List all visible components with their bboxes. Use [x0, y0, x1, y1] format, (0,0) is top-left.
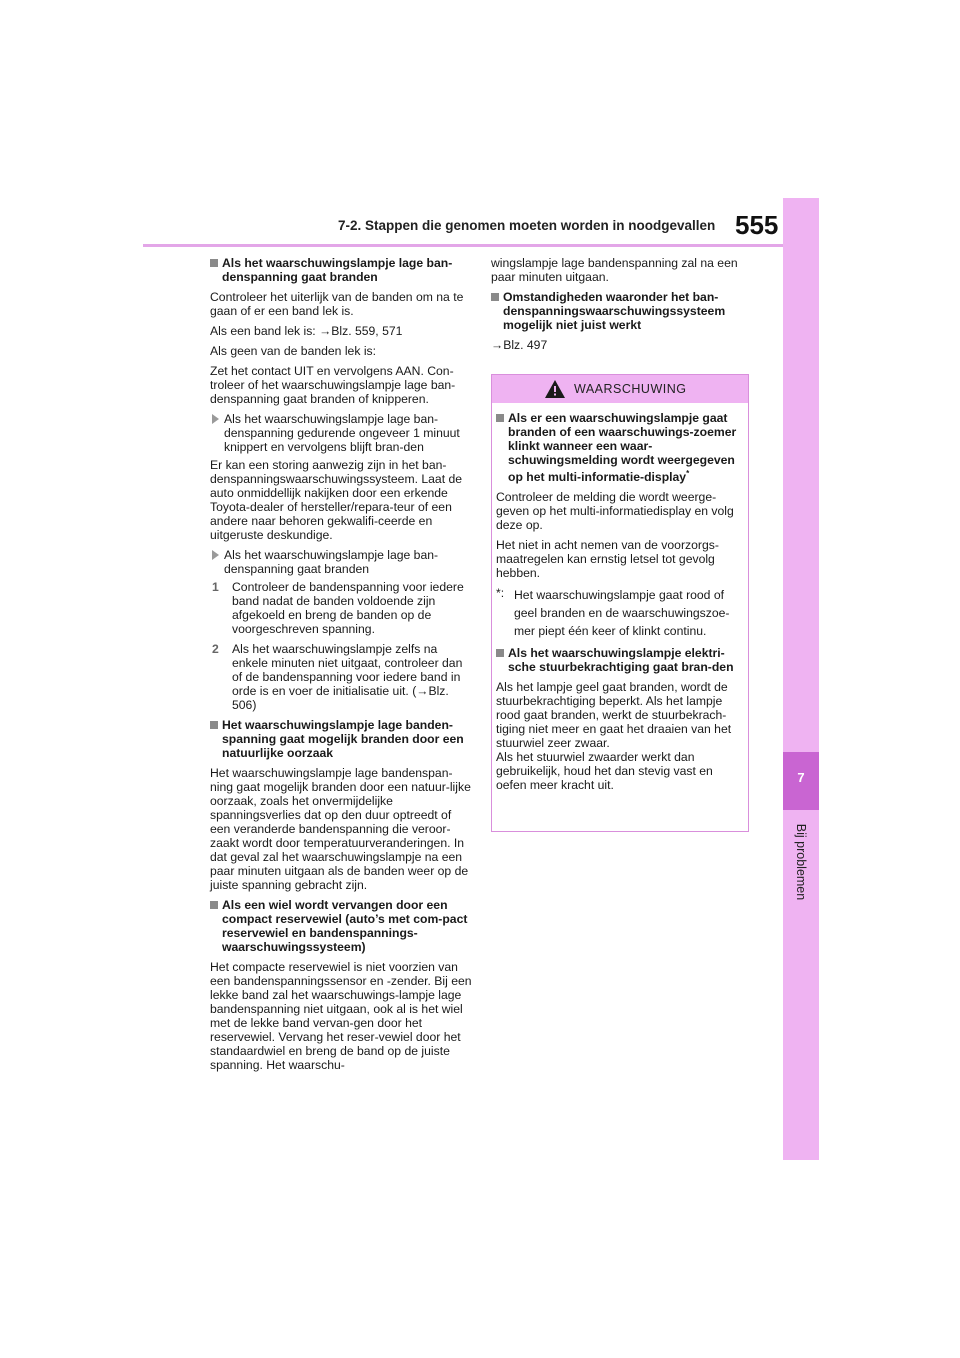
heading-text: Het waarschuwingslampje lage banden-spanning gaat mogelijk branden door een natuurlijke oorzaak [222, 718, 464, 760]
chapter-number: 7 [797, 770, 805, 785]
paragraph: Het compacte reservewiel is niet voorzien van een bandenspanningssensor en -zender. Bij een lekke band zal het waarschuwings-lampje lage bandenspanning niet uitgaan, ook al is het wiel met de lekke band vervan-gen door het reservewiel. Vervang het reser-vewiel door het standaardwiel en breng de band op de juiste spanning. Het waarschu- [210, 960, 472, 1072]
section-heading [210, 898, 472, 954]
paragraph: Het niet in acht nemen van de voorzorgs-maatregelen kan ernstig letsel tot gevolg hebben. [496, 538, 719, 581]
paragraph: Het waarschuwingslampje lage bandenspan-ning gaat mogelijk branden door een natuur-lijke oorzaak, zoals het onvermijdelijke spanningsverlies dat op den duur optreedt of een veranderde bandenspanning die veroor-zaakt wordt door temperatuurveranderingen. In dat geval zal het waarschuwingslampje na een paar minuten uitgaan als de banden weer op de juiste spanning gebracht zijn. [210, 766, 471, 892]
paragraph: wingslampje lage bandenspanning zal na een paar minuten uitgaan. [491, 256, 738, 284]
right-column [491, 256, 753, 358]
section-heading [210, 718, 472, 760]
square-bullet-icon [496, 649, 504, 657]
paragraph: Zet het contact UIT en vervolgens AAN. Con-troleer of het waarschuwingslampje lage ban-denspanning gaat branden of knipperen. [210, 364, 456, 406]
square-bullet-icon [496, 414, 504, 422]
paragraph: Controleer het uiterlijk van de banden om na te gaan of er een band lek is. [210, 290, 464, 318]
condition-text: Als het waarschuwingslampje lage ban-denspanning gedurende ongeveer 1 minuut knippert en vervolgens blijft bran-den [224, 412, 460, 454]
step-number: 1 [212, 580, 219, 594]
paragraph: Als geen van de banden lek is: [210, 344, 377, 358]
warning-box [491, 374, 749, 832]
paragraph: Er kan een storing aanwezig zijn in het ban-denspanningswaarschuwingssysteem. Laat de auto onmiddellijk nakijken door een erkende Toyota-dealer of hersteller/repara-teur of een andere naar behoren gekwalifi-ceerde en uitgeruste deskundige. [210, 458, 463, 542]
paragraph: Als een band lek is: →Blz. 559, 571 [210, 324, 403, 338]
warning-triangle-icon [544, 379, 566, 399]
condition-item [210, 548, 472, 576]
condition-text: Als het waarschuwingslampje lage ban-denspanning gaat branden [224, 548, 439, 576]
footnote-marker: *: [496, 586, 505, 601]
square-bullet-icon [491, 293, 499, 301]
paragraph: Als het stuurwiel zwaarder werkt dan gebruikelijk, houd het dan stevig vast en oefen meer kracht uit. [496, 750, 713, 793]
heading-text: Omstandigheden waaronder het ban-denspanningswaarschuwingssysteem mogelijk niet juist werkt [503, 290, 726, 332]
section-heading [210, 256, 472, 284]
square-bullet-icon [210, 901, 218, 909]
chapter-label: Bij problemen [794, 823, 808, 901]
step-item [210, 580, 472, 636]
square-bullet-icon [210, 259, 218, 267]
chapter-sidebar [783, 198, 819, 1160]
heading-text: Als er een waarschuwingslampje gaat branden of een waarschuwings-zoemer klinkt wanneer een waar-schuwingsmelding wordt weergegeven op het multi-informatie-display [508, 411, 737, 485]
footnote [496, 586, 744, 640]
footnote-mark: * [686, 469, 690, 478]
page-number: 555 [735, 210, 779, 240]
square-bullet-icon [210, 721, 218, 729]
step-text: Als het waarschuwingslampje zelfs na enkele minuten niet uitgaat, controleer dan of de bandenspanning voor iedere band in orde is en voer de initialisatie uit. (→Blz. 506) [232, 642, 463, 712]
section-title: 7-2. Stappen die genomen moeten worden in noodgevallen [338, 218, 716, 233]
section-heading [491, 290, 753, 332]
left-column [210, 256, 472, 1078]
step-number: 2 [212, 642, 219, 656]
step-item [210, 642, 472, 712]
page-reference: →Blz. 497 [491, 338, 548, 352]
header-divider [143, 244, 791, 247]
triangle-bullet-icon [212, 550, 219, 560]
heading-text: Als het waarschuwingslampje elektri-sche stuurbekrachtiging gaat bran-den [508, 646, 734, 675]
warning-title: WAARSCHUWING [574, 382, 687, 396]
footnote-text: Het waarschuwingslampje gaat rood of geel branden en de waarschuwingszoe-mer piept één keer of klinkt continu. [514, 588, 730, 639]
step-text: Controleer de bandenspanning voor iedere band nadat de banden voldoende zijn afgekoeld en breng de banden op de voorgeschreven spanning. [232, 580, 464, 636]
warning-header [492, 375, 748, 403]
warning-body [492, 403, 748, 792]
triangle-bullet-icon [212, 414, 219, 424]
paragraph: Controleer de melding die wordt weerge-geven op het multi-informatiedisplay en volg deze op. [496, 490, 734, 533]
heading-text: Als het waarschuwingslampje lage ban-denspanning gaat branden [222, 256, 453, 284]
section-heading [496, 411, 744, 484]
heading-text: Als een wiel wordt vervangen door een compact reservewiel (auto’s met com-pact reservewiel en bandenspannings-waarschuwingssysteem) [222, 898, 468, 954]
paragraph: Als het lampje geel gaat branden, wordt de stuurbekrachtiging beperkt. Als het lampje rood gaat branden, werkt de stuurbekrach-tiging niet meer en gaat het draaien van het stuurwiel zeer zwaar. [496, 680, 732, 751]
chapter-tab[interactable] [783, 752, 819, 810]
condition-item [210, 412, 472, 454]
section-heading [496, 646, 744, 674]
